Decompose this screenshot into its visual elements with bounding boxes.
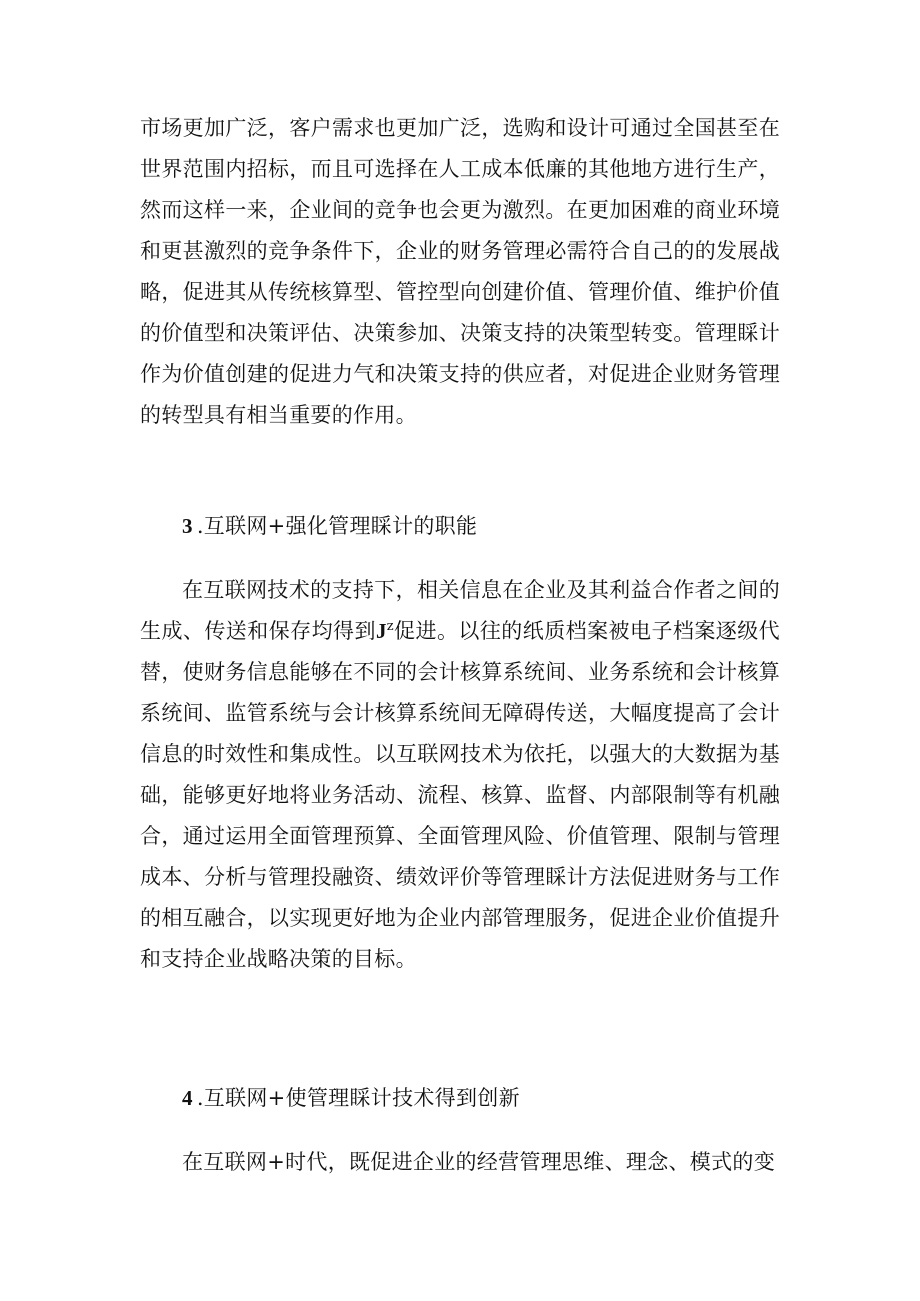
- paragraph-internet-support-text-1: 在互联网技术的支持下，相关信息在企业及其利益合作者之间的生成、传送和保存均得到: [140, 578, 780, 643]
- paragraph-internet-support-text-2: 促进。以往的纸质档案被电子档案逐级代替，使财务信息能够在不同的会计核算系统间、业务系统和会计核算系统间、监管系统与会计核算系统间无障碍传送，大幅度提高了会计信息的时效性和集成性。以互联网技术为依托，以强大的大数据为基础，能够更好地将业务活动、流程、核算、监督、内部限制等有机融合，通过运用全面管理预算、全面管理风险、价值管理、限制与管理成本、分析与管理投融资、绩效评价等管理睬计方法促进财务与工作的相互融合，以实现更好地为企业内部管理服务，促进企业价值提升和支持企业战略决策的目标。: [140, 619, 780, 971]
- paragraph-internet-era: [140, 1142, 780, 1183]
- section-number-4: 4: [182, 1086, 193, 1110]
- section-title-3: .互联网+强化管理睬计的职能: [196, 514, 478, 538]
- paragraph-internet-support: [140, 570, 780, 980]
- section-heading-4: [182, 1078, 782, 1119]
- paragraph-market: [140, 108, 780, 436]
- paragraph-internet-support-superscript: z: [386, 619, 394, 634]
- paragraph-market-text: 市场更加广泛，客户需求也更加广泛，选购和设计可通过全国甚至在世界范围内招标，而且可选择在人工成本低廉的其他地方进行生产，然而这样一来，企业间的竞争也会更为激烈。在更加困难的商业环境和更甚激烈的竞争条件下，企业的财务管理必需符合自己的的发展战略，促进其从传统核算型、管控型向创建价值、管理价值、维护价值的价值型和决策评估、决策参加、决策支持的决策型转变。管理睬计作为价值创建的促进力气和决策支持的供应者，对促进企业财务管理的转型具有相当重要的作用。: [140, 116, 780, 427]
- paragraph-internet-era-text: 在互联网+时代，既促进企业的经营管理思维、理念、模式的变: [182, 1150, 775, 1174]
- section-heading-3: [182, 506, 782, 547]
- paragraph-internet-support-j: J: [375, 619, 387, 643]
- section-title-4: .互联网+使管理睬计技术得到创新: [196, 1086, 520, 1110]
- section-number-3: 3: [182, 514, 193, 538]
